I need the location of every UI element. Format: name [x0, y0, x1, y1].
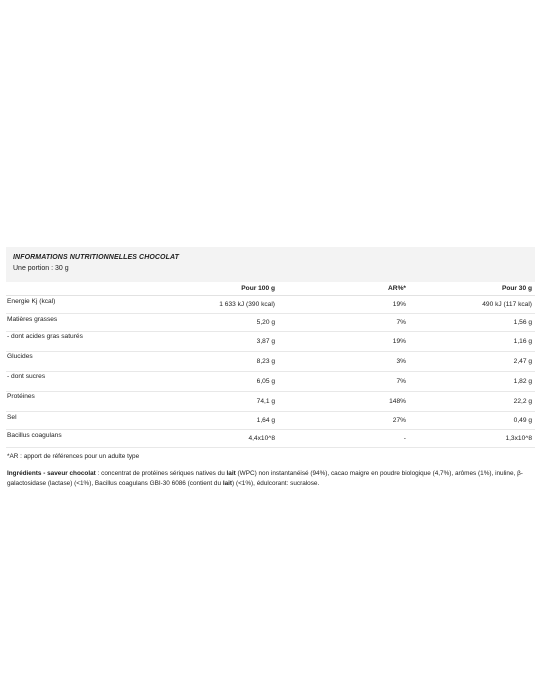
header-per-100g: Pour 100 g — [206, 282, 278, 296]
value-ar: 19% — [278, 296, 409, 314]
header-ar-percent: AR%* — [278, 282, 409, 296]
value-per-30g: 1,82 g — [409, 372, 535, 392]
ingredients-text — [7, 469, 534, 489]
value-ar: 19% — [278, 332, 409, 352]
value-per-30g: 1,16 g — [409, 332, 535, 352]
reference-intake-note: *AR : apport de références pour un adulte type — [7, 453, 140, 460]
value-per-100g: 6,05 g — [206, 372, 278, 392]
table-header-row — [6, 282, 535, 296]
portion-size: Une portion : 30 g — [13, 265, 69, 272]
table-row — [6, 372, 535, 392]
table-row — [6, 352, 535, 372]
nutrition-header — [6, 247, 535, 282]
nutrient-label: Protéines — [6, 392, 206, 412]
header-nutrient — [6, 282, 206, 296]
nutrient-label: - dont sucres — [6, 372, 206, 392]
nutrient-label: Matières grasses — [6, 314, 206, 332]
value-ar: 148% — [278, 392, 409, 412]
nutrient-label: - dont acides gras saturés — [6, 332, 206, 352]
ingredients-part: : concentrat de protéines sériques natives du — [95, 470, 227, 477]
ingredients-part: (WPC) non instantanéisé (94%), cacao maigre en poudre biologique (4,7%), arômes (1%), inuline, β-galactosidase (lactase) (<1%), Bacillus coagulans GBI-30 6086 (contient du — [7, 470, 523, 487]
section-title: INFORMATIONS NUTRITIONNELLES CHOCOLAT — [13, 254, 179, 261]
allergen-milk: lait — [226, 470, 236, 477]
nutrient-label: Energie Kj (kcal) — [6, 296, 206, 314]
value-per-100g: 1,64 g — [206, 412, 278, 430]
nutrition-panel — [6, 247, 535, 489]
ingredients-label: Ingrédients - saveur chocolat — [7, 470, 96, 477]
value-per-30g: 1,56 g — [409, 314, 535, 332]
value-ar: 3% — [278, 352, 409, 372]
value-ar: 27% — [278, 412, 409, 430]
value-ar: 7% — [278, 372, 409, 392]
nutrient-label: Sel — [6, 412, 206, 430]
value-per-30g: 2,47 g — [409, 352, 535, 372]
nutrient-label: Bacillus coagulans — [6, 430, 206, 448]
value-per-100g: 3,87 g — [206, 332, 278, 352]
value-per-30g: 490 kJ (117 kcal) — [409, 296, 535, 314]
table-row — [6, 296, 535, 314]
table-row — [6, 314, 535, 332]
nutrition-table — [6, 282, 535, 448]
value-per-30g: 1,3x10^8 — [409, 430, 535, 448]
ingredients-part: ) (<1%), édulcorant: sucralose. — [232, 480, 320, 487]
value-per-100g: 4,4x10^8 — [206, 430, 278, 448]
table-row — [6, 430, 535, 448]
table-row — [6, 412, 535, 430]
value-per-30g: 22,2 g — [409, 392, 535, 412]
value-per-100g: 74,1 g — [206, 392, 278, 412]
value-per-30g: 0,49 g — [409, 412, 535, 430]
nutrient-label: Glucides — [6, 352, 206, 372]
value-ar: 7% — [278, 314, 409, 332]
allergen-milk: lait — [222, 480, 233, 487]
table-row — [6, 392, 535, 412]
value-per-100g: 5,20 g — [206, 314, 278, 332]
header-per-30g: Pour 30 g — [409, 282, 535, 296]
value-per-100g: 1 633 kJ (390 kcal) — [206, 296, 278, 314]
table-row — [6, 332, 535, 352]
value-ar: - — [278, 430, 409, 448]
value-per-100g: 8,23 g — [206, 352, 278, 372]
